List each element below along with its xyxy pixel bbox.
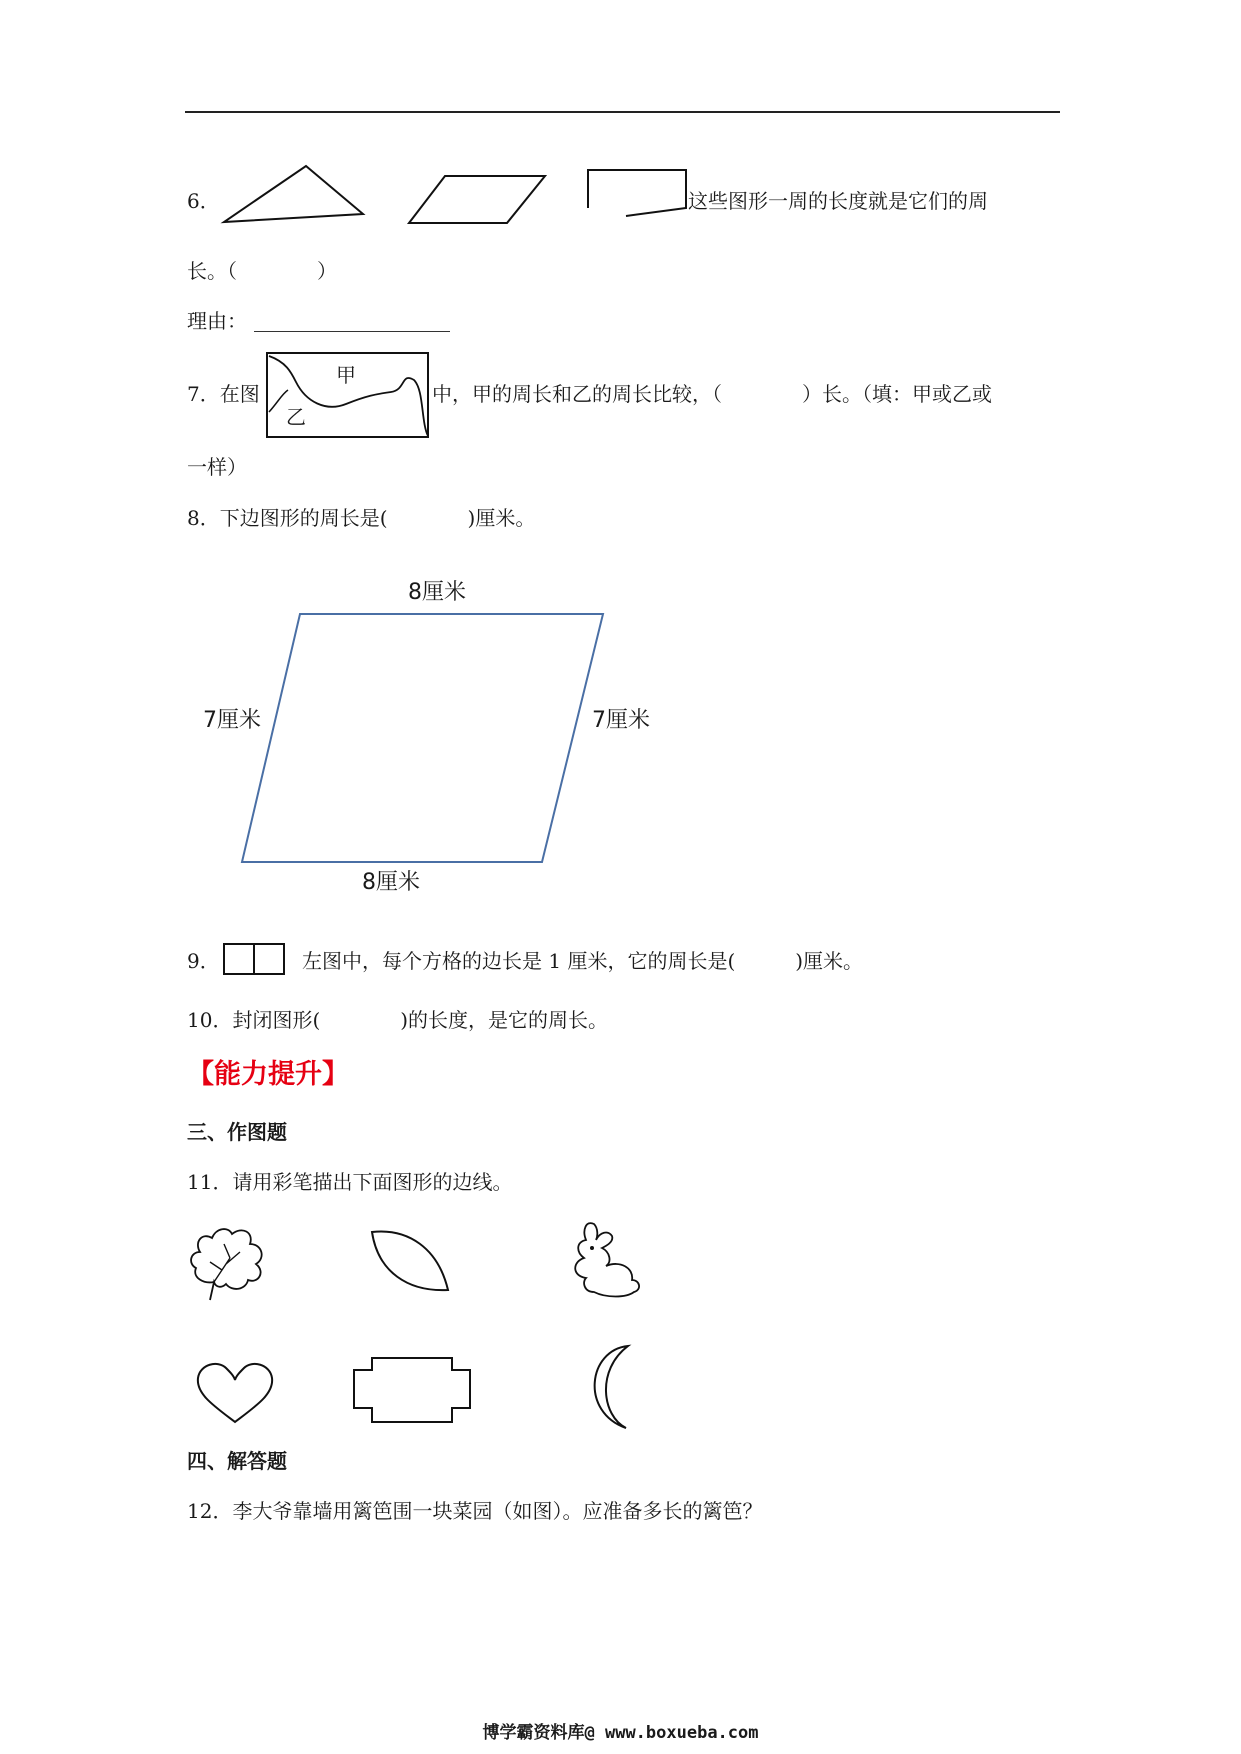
q8-left-label: 7厘米 <box>203 708 261 733</box>
q7-statement: 中，甲的周长和乙的周长比较，（ ）长。（填：甲或乙或 <box>432 382 992 406</box>
q6-parallelogram-figure <box>405 172 555 228</box>
q11-crescent-moon-figure <box>578 1342 638 1432</box>
q11-notched-rectangle-figure <box>352 1356 474 1426</box>
q11-heart-figure <box>194 1358 276 1426</box>
q7-number: 7．在图 <box>187 382 260 406</box>
ability-section-title: 【能力提升】 <box>187 1059 349 1090</box>
q11-rabbit-figure <box>566 1218 646 1302</box>
q11-leaf-shape-figure <box>368 1228 452 1294</box>
q6-number: 6． <box>187 189 220 213</box>
q11-statement: 11．请用彩笔描出下面图形的边线。 <box>187 1170 513 1194</box>
footer-watermark: 博学霸资料库@ www.boxueba.com <box>482 1723 759 1743</box>
q9-two-squares-figure <box>222 942 288 978</box>
q6-reason-blank[interactable] <box>254 331 450 332</box>
q8-right-label: 7厘米 <box>592 708 650 733</box>
section3-title: 三、作图题 <box>187 1120 287 1144</box>
q7-label-jia: 甲 <box>336 363 356 387</box>
q6-open-rectangle-figure <box>583 166 693 224</box>
q10-statement: 10．封闭图形( )的长度，是它的周长。 <box>187 1008 609 1032</box>
q7-label-yi: 乙 <box>286 405 306 429</box>
q6-answer-line: 长。（ ） <box>187 259 337 283</box>
q11-leaf-outline-figure <box>186 1222 268 1304</box>
q12-statement: 12．李大爷靠墙用篱笆围一块菜园（如图）。应准备多长的篱笆？ <box>187 1499 763 1523</box>
q8-parallelogram-figure <box>230 600 630 880</box>
q6-triangle-figure <box>220 162 370 224</box>
q8-statement: 8．下边图形的周长是( )厘米。 <box>187 506 536 530</box>
q9-number: 9． <box>187 949 220 973</box>
q9-statement: 左图中，每个方格的边长是 1 厘米，它的周长是( )厘米。 <box>302 949 864 973</box>
q6-reason-label: 理由： <box>187 309 247 333</box>
q8-bottom-label: 8厘米 <box>362 870 420 895</box>
section4-title: 四、解答题 <box>187 1449 287 1473</box>
header-rule <box>185 111 1060 113</box>
q6-statement: 这些图形一周的长度就是它们的周 <box>688 189 988 213</box>
q7-statement-cont: 一样） <box>187 455 247 479</box>
q8-top-label: 8厘米 <box>408 580 466 605</box>
